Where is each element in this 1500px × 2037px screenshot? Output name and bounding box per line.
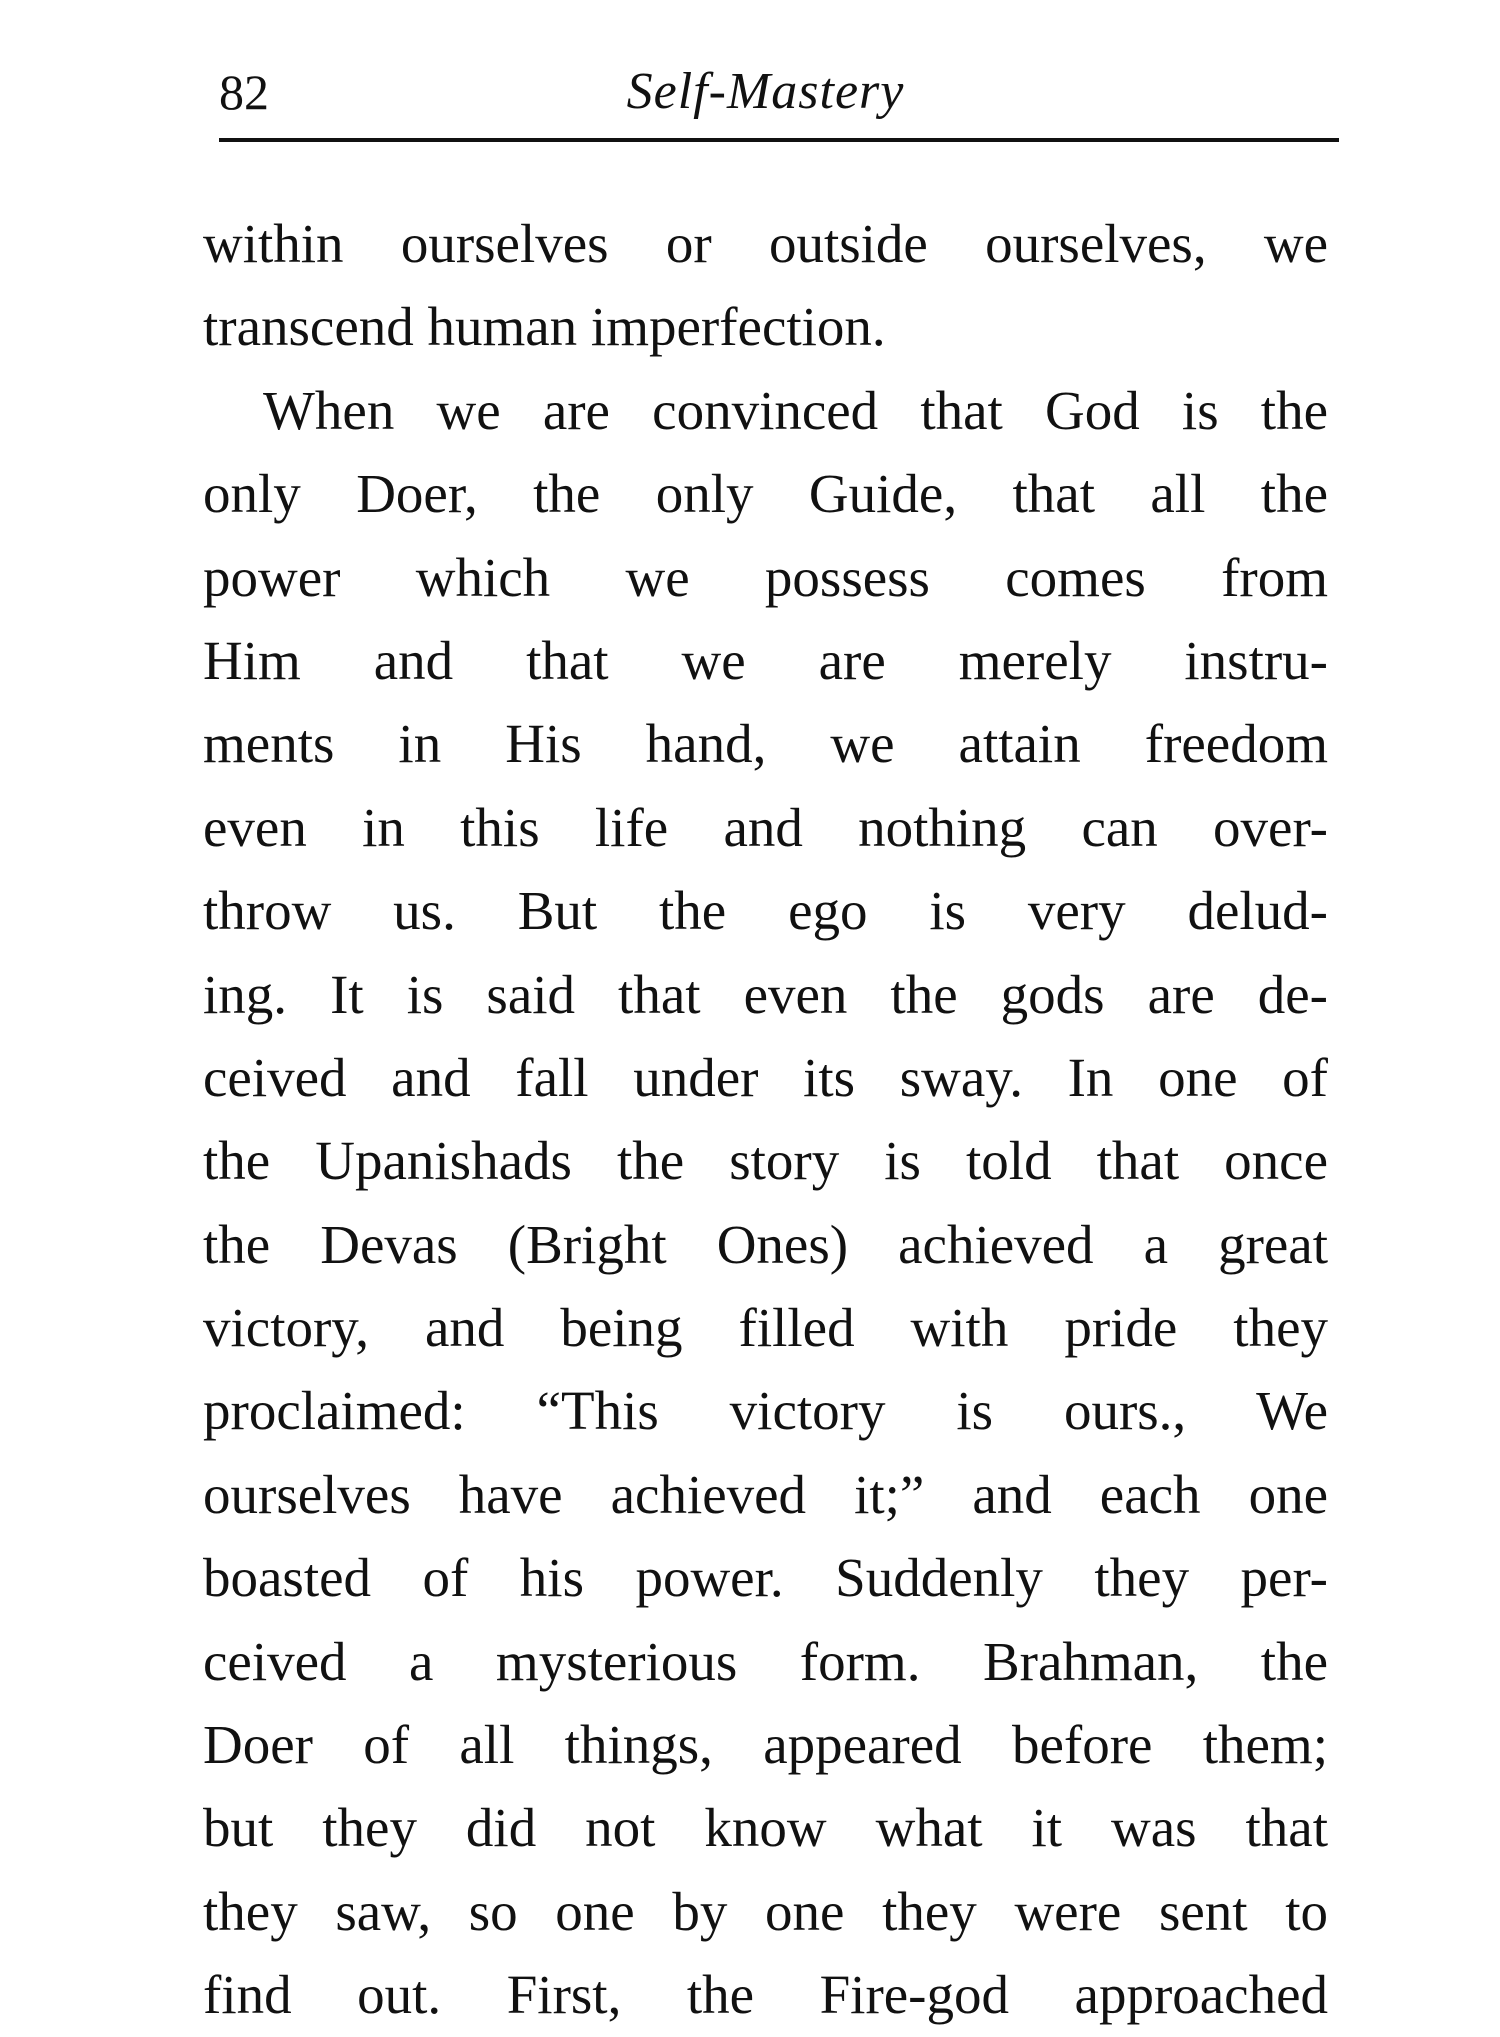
text-line: Doer of all things, appeared before them; bbox=[203, 1714, 1328, 1776]
text-line: find out. First, the Fire-god approached bbox=[203, 1964, 1328, 2026]
text-line: ing. It is said that even the gods are de- bbox=[203, 963, 1328, 1025]
text-line: within ourselves or outside ourselves, we bbox=[203, 213, 1328, 274]
running-title: Self-Mastery bbox=[626, 63, 905, 120]
text-line: but they did not know what it was that bbox=[203, 1797, 1328, 1859]
text-line: transcend human imperfection. bbox=[203, 296, 886, 358]
page-number: 82 bbox=[219, 64, 269, 120]
text-line: they saw, so one by one they were sent to bbox=[203, 1880, 1328, 1942]
text-line: ceived and fall under its sway. In one of bbox=[203, 1046, 1328, 1108]
text-line: the Devas (Bright Ones) achieved a great bbox=[203, 1213, 1328, 1275]
text-line: power which we possess comes from bbox=[203, 546, 1328, 608]
text-line: Him and that we are merely instru- bbox=[203, 629, 1328, 691]
paragraph-1 bbox=[203, 202, 1328, 369]
text-line: When we are convinced that God is the bbox=[263, 379, 1328, 441]
book-page bbox=[203, 0, 1328, 2026]
text-line: only Doer, the only Guide, that all the bbox=[203, 463, 1328, 525]
text-line: ceived a mysterious form. Brahman, the bbox=[203, 1630, 1328, 1692]
paragraph-2 bbox=[203, 369, 1328, 2037]
body-text bbox=[203, 202, 1328, 2037]
text-line: even in this life and nothing can over- bbox=[203, 796, 1328, 858]
page-header bbox=[203, 62, 1328, 132]
text-line: ourselves have achieved it;” and each one bbox=[203, 1463, 1328, 1525]
text-line: the Upanishads the story is told that once bbox=[203, 1130, 1328, 1192]
text-line: victory, and being filled with pride they bbox=[203, 1297, 1328, 1359]
text-line: boasted of his power. Suddenly they per- bbox=[203, 1547, 1328, 1609]
header-rule bbox=[219, 138, 1339, 142]
text-line: ments in His hand, we attain freedom bbox=[203, 713, 1328, 775]
text-line: throw us. But the ego is very delud- bbox=[203, 880, 1328, 942]
text-line: proclaimed: “This victory is ours., We bbox=[203, 1380, 1328, 1442]
